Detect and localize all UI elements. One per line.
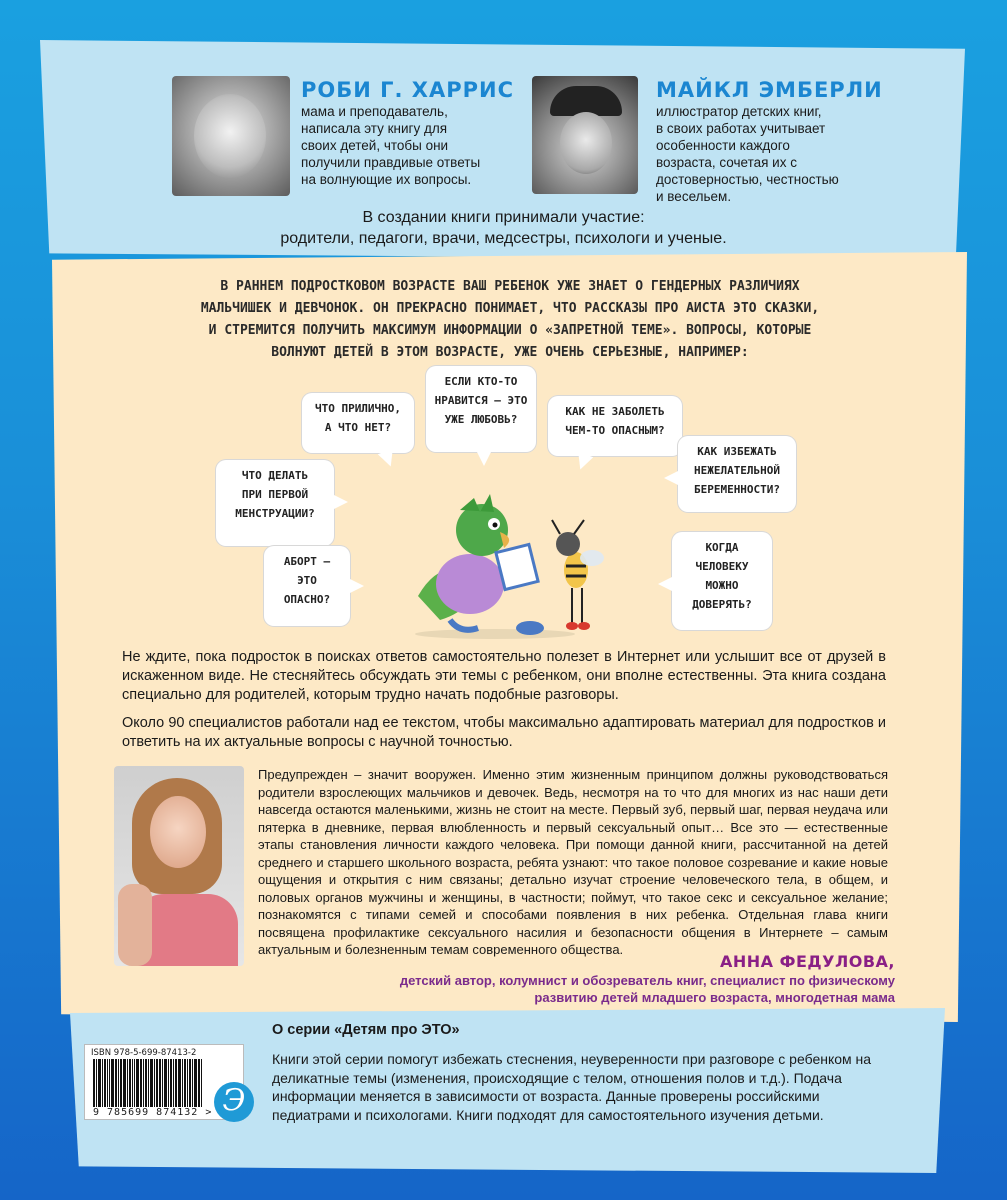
main-paragraph-2: Около 90 специалистов работали над ее текстом, чтобы максимально адаптировать материал для подростков и ответить на их актуальные вопросы с научной точностью. [122, 715, 886, 750]
credits-line-2: родители, педагоги, врачи, медсестры, психологи и ученые. [280, 230, 727, 247]
question-bubble-decency: ЧТО ПРИЛИЧНО, А ЧТО НЕТ? [302, 393, 414, 453]
credits [0, 207, 1007, 249]
reviewer-role: детский автор, колумнист и обозреватель книг, специалист по физическому развитию детей младшего возраста, многодетная мама [399, 973, 895, 1005]
reviewer-name: АННА ФЕДУЛОВА, [719, 952, 895, 971]
author-photo-harris [172, 76, 290, 196]
author-desc-harris: мама и преподаватель, написала эту книгу для своих детей, чтобы они получили правдивые ответы на волнующие их вопросы. [301, 104, 481, 187]
series-description: Книги этой серии помогут избежать стеснения, неуверенности при разговоре с ребенком на деликатные темы (изменения, происходящие с телом, отношения полов и т.д.). Подача информации меняется в зависимости от возраста. Данные проверены российскими педиатрами и психологами. Книги подходят для самостоятельного изучения детьми. [272, 1051, 872, 1123]
question-bubble-abortion: АБОРТ — ЭТО ОПАСНО? [264, 546, 350, 626]
intro-text: В РАННЕМ ПОДРОСТКОВОМ ВОЗРАСТЕ ВАШ РЕБЕНОК УЖЕ ЗНАЕТ О ГЕНДЕРНЫХ РАЗЛИЧИЯХ МАЛЬЧИШЕК И ДЕВЧОНОК. ОН ПРЕКРАСНО ПОНИМАЕТ, ЧТО РАССКАЗЫ ПРО АИСТА ЭТО СКАЗКИ, И СТРЕМИТСЯ ПОЛУЧИТЬ МАКСИМУМ ИНФОРМАЦИИ О «ЗАПРЕТНОЙ ТЕМЕ». ВОПРОСЫ, КОТОРЫЕ ВОЛНУЮТ ДЕТЕЙ В ЭТОМ ВОЗРАСТЕ, УЖЕ ОЧЕНЬ СЕРЬЕЗНЫЕ, НАПРИМЕР: [200, 279, 820, 360]
question-bubble-disease: КАК НЕ ЗАБОЛЕТЬ ЧЕМ-ТО ОПАСНЫМ? [548, 396, 682, 456]
publisher-logo: Э [214, 1082, 254, 1122]
question-bubble-love: ЕСЛИ КТО-ТО НРАВИТСЯ — ЭТО УЖЕ ЛЮБОВЬ? [426, 366, 536, 452]
author-name-harris: РОБИ Г. ХАРРИС [301, 78, 515, 102]
author-photo-emberley [532, 76, 638, 194]
barcode-number: 9 785699 874132 > [93, 1107, 213, 1118]
question-bubble-menstruation: ЧТО ДЕЛАТЬ ПРИ ПЕРВОЙ МЕНСТРУАЦИИ? [216, 460, 334, 546]
main-paragraph-1: Не ждите, пока подросток в поисках ответов самостоятельно полезет в Интернет или услышит все от друзей в искаженном виде. Не стесняйтесь обсуждать эти темы с ребенком, они вполне естественны. Эта книга создана специально для родителей, которым трудно начать подобные разговоры. [122, 649, 886, 703]
bird-and-bee-illustration [400, 488, 620, 640]
reviewer-quote: Предупрежден – значит вооружен. Именно этим жизненным принципом должны руководствоваться родители взрослеющих мальчиков и девочек. Ведь, несмотря на то что для многих из нас наши дети навсегда остаются маленькими, жизнь не стоит на месте. Первый зуб, первый шаг, первая неудача или пятерка в дневнике, первая влюбленность и первый сексуальный опыт… Все это — естественные этапы становления личности каждого человека. При помощи данной книги, рассчитанной на детей среднего и старшего школьного возраста, ребята узнают: что такое половое созревание и какие новые ощущения и открытия с ним связаны; детально изучат строение человеческого тела, в общем, и половых органов мужчины и женщины, в частности; поймут, что такое секс и сексуальное желание; познакомятся с типами семей и способами появления в них ребенка. Отдельная глава книги посвящена профилактике сексуального насилия и безопасности общения в Интернете – самым актуальным и болезненным темам современного общества. [258, 767, 888, 957]
author-desc-emberley: иллюстратор детских книг, в своих работах учитывает особенности каждого возраста, сочетая их с достоверностью, честностью и весельем. [656, 104, 839, 204]
reviewer-photo [114, 766, 244, 966]
isbn-number: ISBN 978-5-699-87413-2 [91, 1048, 197, 1058]
author-name-emberley: МАЙКЛ ЭМБЕРЛИ [656, 78, 883, 102]
credits-line-1: В создании книги принимали участие: [362, 209, 645, 226]
question-bubble-trust: КОГДА ЧЕЛОВЕКУ МОЖНО ДОВЕРЯТЬ? [672, 532, 772, 630]
series-title: О серии «Детям про ЭТО» [272, 1022, 460, 1038]
question-bubble-pregnancy: КАК ИЗБЕЖАТЬ НЕЖЕЛАТЕЛЬНОЙ БЕРЕМЕННОСТИ? [678, 436, 796, 512]
